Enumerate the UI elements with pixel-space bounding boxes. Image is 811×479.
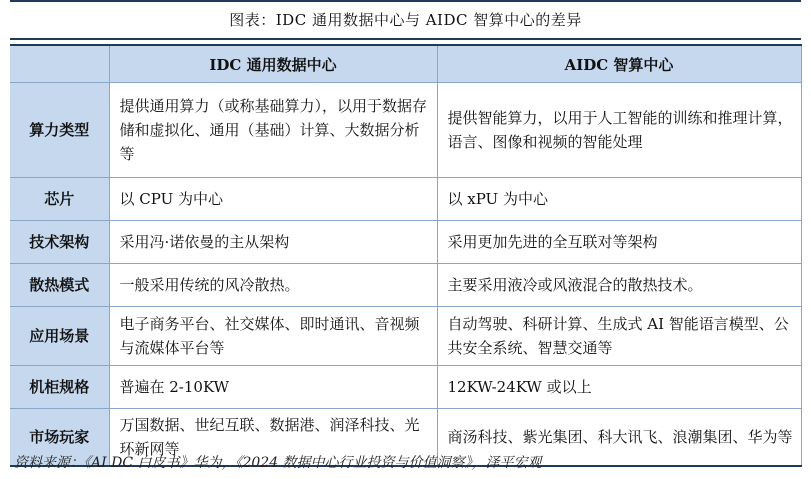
row-label: 技术架构 [10,221,109,264]
aidc-cell: 以 xPU 为中心 [437,178,801,221]
aidc-cell: 商汤科技、紫光集团、科大讯飞、浪潮集团、华为等 [437,409,801,467]
idc-cell: 采用冯·诺依曼的主从架构 [109,221,437,264]
aidc-cell: 自动驾驶、科研计算、生成式 AI 智能语言模型、公共安全系统、智慧交通等 [437,307,801,366]
header-aidc: AIDC 智算中心 [437,45,801,83]
idc-cell: 电子商务平台、社交媒体、即时通讯、音视频与流媒体平台等 [109,307,437,366]
idc-cell: 普遍在 2-10KW [109,366,437,409]
row-label: 应用场景 [10,307,109,366]
aidc-cell: 12KW-24KW 或以上 [437,366,801,409]
row-label: 机柜规格 [10,366,109,409]
header-row [10,45,801,83]
table-row [10,264,801,307]
header-corner [10,45,109,83]
aidc-cell: 采用更加先进的全互联对等架构 [437,221,801,264]
row-label: 芯片 [10,178,109,221]
idc-cell: 万国数据、世纪互联、数据港、润泽科技、光环新网等 [109,409,437,467]
idc-cell: 提供通用算力（或称基础算力），以用于数据存储和虚拟化、通用（基础）计算、大数据分析等 [109,83,437,178]
table-row [10,307,801,366]
table-row [10,366,801,409]
header-idc: IDC 通用数据中心 [109,45,437,83]
table-title-bar [10,0,801,40]
row-label: 市场玩家 [10,409,109,467]
table-title: 图表：IDC 通用数据中心与 AIDC 智算中心的差异 [229,11,582,29]
aidc-cell: 提供智能算力，以用于人工智能的训练和推理计算，语言、图像和视频的智能处理 [437,83,801,178]
idc-cell: 一般采用传统的风冷散热。 [109,264,437,307]
row-label: 散热模式 [10,264,109,307]
aidc-cell: 主要采用液冷或风液混合的散热技术。 [437,264,801,307]
source-note: 资料来源：《AI DC 白皮书》华为，《2024 数据中心行业投资与价值洞察》，泽平宏观 [14,455,542,471]
table-row [10,221,801,264]
row-label: 算力类型 [10,83,109,178]
idc-cell: 以 CPU 为中心 [109,178,437,221]
comparison-table [10,44,802,467]
table-row [10,83,801,178]
table-row [10,178,801,221]
